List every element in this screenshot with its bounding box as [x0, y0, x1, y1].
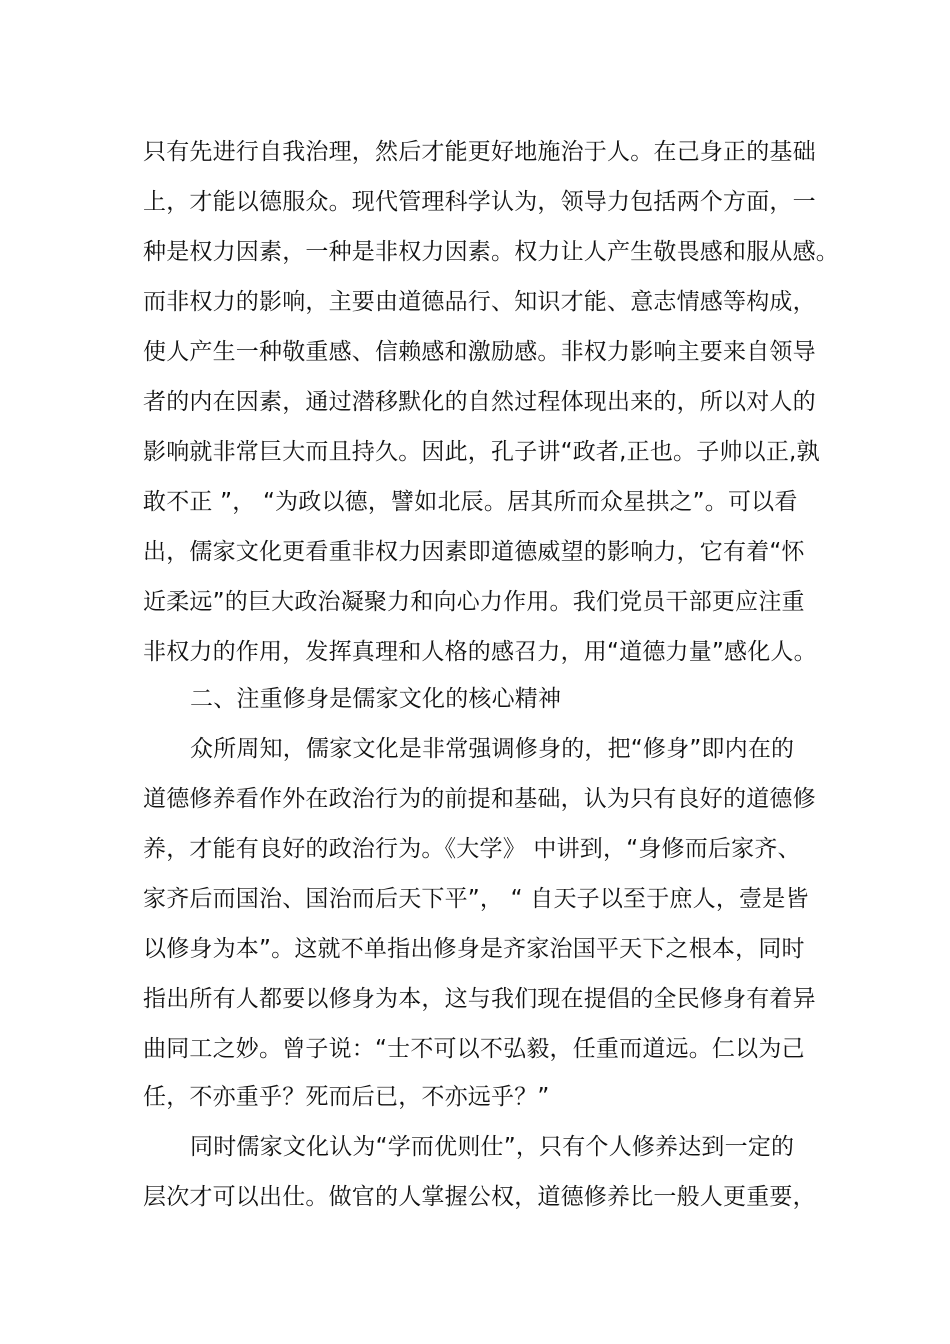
text-line: 道德修养看作外在政治行为的前提和基础，认为只有良好的道德修 [143, 786, 816, 812]
text-line: 众所周知，儒家文化是非常强调修身的，把“修身”即内在的 [190, 736, 795, 762]
text-line: 家齐后而国治、国治而后天下平”， “ 自天子以至于庶人，壹是皆 [143, 886, 809, 912]
text-line: 曲同工之妙。曾子说：“士不可以不弘毅，任重而道远。仁以为己 [143, 1036, 805, 1062]
text-line: 只有先进行自我治理，然后才能更好地施治于人。在己身正的基础 [143, 139, 816, 165]
text-line: 以修身为本”。这就不单指出修身是齐家治国平天下之根本，同时 [143, 936, 805, 962]
text-line: 使人产生一种敬重感、信赖感和激励感。非权力影响主要来自领导 [143, 339, 816, 365]
text-line: 同时儒家文化认为“学而优则仕”，只有个人修养达到一定的 [190, 1134, 795, 1160]
section-heading: 二、注重修身是儒家文化的核心精神 [190, 686, 562, 712]
text-line: 养，才能有良好的政治行为。《大学》 中讲到，“身修而后家齐、 [143, 836, 801, 862]
text-line: 近柔远”的巨大政治凝聚力和向心力作用。我们党员干部更应注重 [143, 589, 805, 615]
text-line: 上，才能以德服众。现代管理科学认为，领导力包括两个方面，一 [143, 189, 816, 215]
text-line: 层次才可以出仕。做官的人掌握公权，道德修养比一般人更重要， [143, 1184, 816, 1210]
text-line: 者的内在因素，通过潜移默化的自然过程体现出来的，所以对人的 [143, 389, 816, 415]
text-line: 出，儒家文化更看重非权力因素即道德威望的影响力，它有着“怀 [143, 539, 805, 565]
text-line: 种是权力因素，一种是非权力因素。权力让人产生敬畏感和服从感。 [143, 239, 839, 265]
text-line: 影响就非常巨大而且持久。因此，孔子讲“政者,正也。子帅以正,孰 [143, 439, 820, 465]
text-line: 任，不亦重乎？死而后已，不亦远乎？” [143, 1084, 550, 1110]
text-line: 非权力的作用，发挥真理和人格的感召力，用“道德力量”感化人。 [143, 639, 817, 665]
text-line: 而非权力的影响，主要由道德品行、知识才能、意志情感等构成， [143, 289, 816, 315]
text-line: 指出所有人都要以修身为本，这与我们现在提倡的全民修身有着异 [143, 986, 816, 1012]
text-line: 敢不正 ”， “为政以德，譬如北辰。居其所而众星拱之”。可以看 [143, 489, 798, 515]
